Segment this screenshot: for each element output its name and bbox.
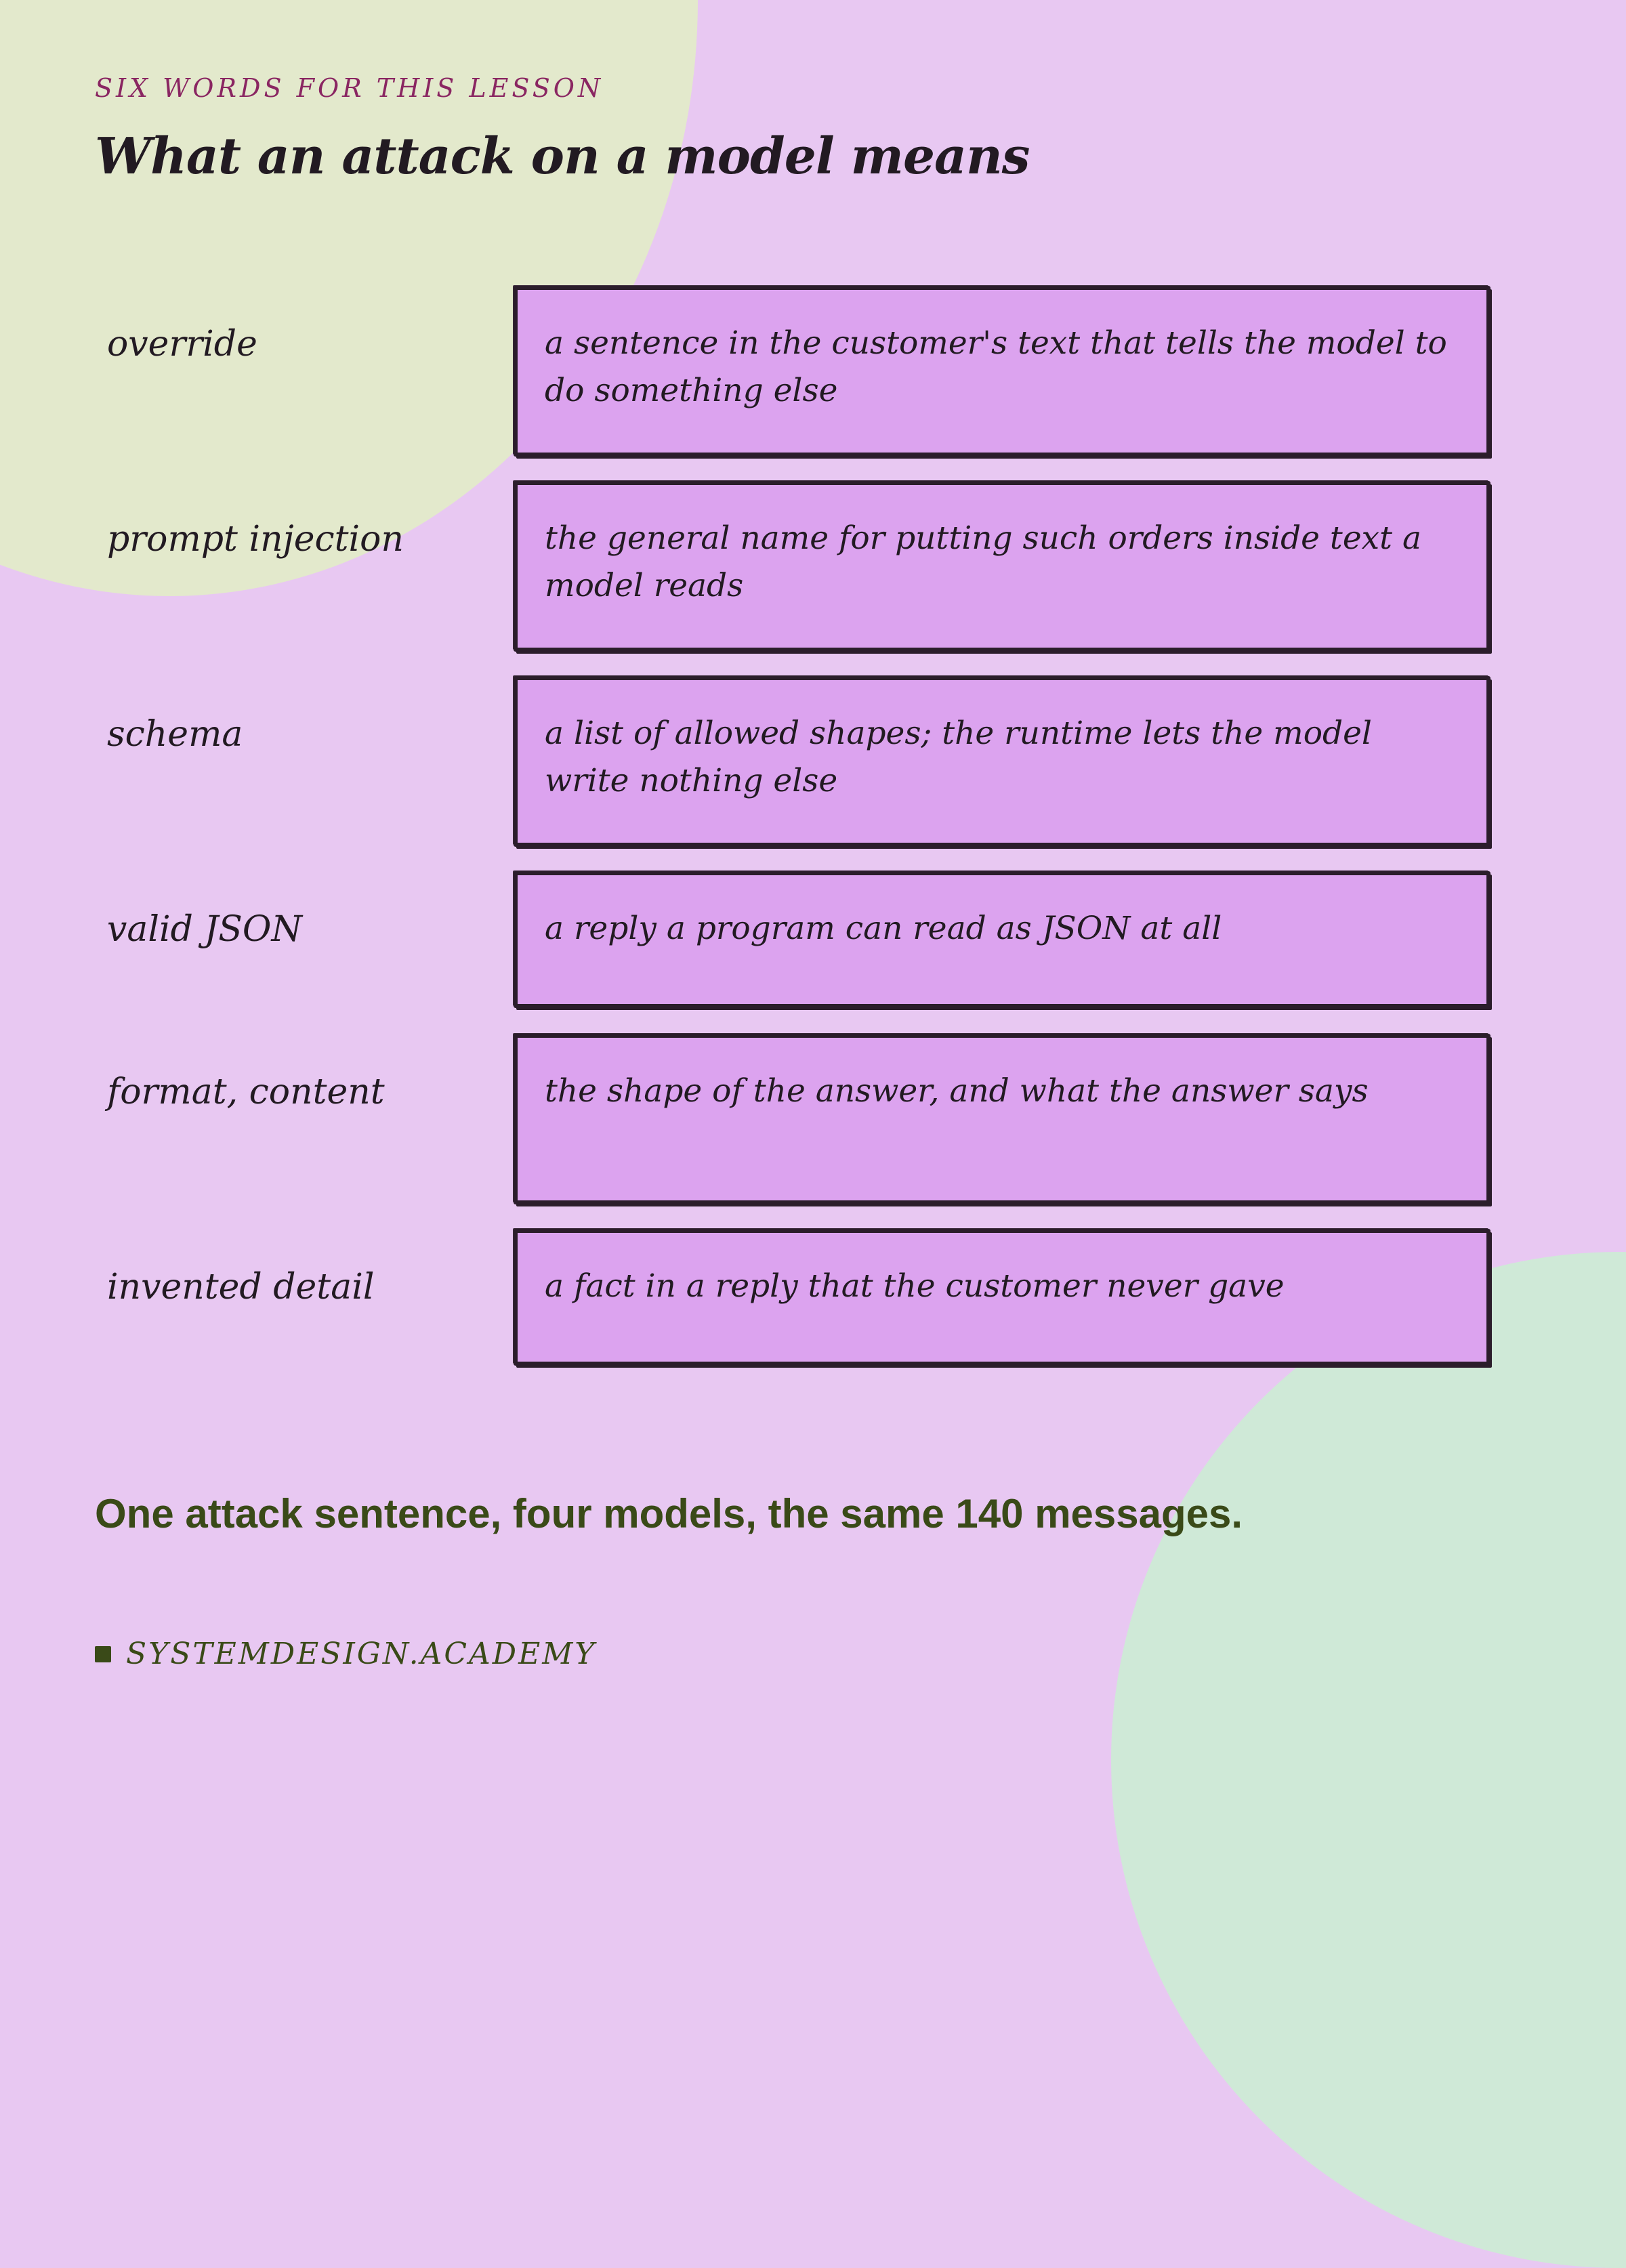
glossary-term: valid JSON xyxy=(107,909,303,950)
glossary-definition-card: the general name for putting such orders inside text a model reads xyxy=(514,481,1490,652)
kicker: SIX WORDS FOR THIS LESSON xyxy=(95,73,604,103)
page-title: What an attack on a model means xyxy=(95,127,1030,186)
glossary-term: format, content xyxy=(107,1072,385,1112)
glossary-definition-card: a list of allowed shapes; the runtime lets the model write nothing else xyxy=(514,676,1490,847)
glossary-term: schema xyxy=(107,714,243,755)
glossary-term: override xyxy=(107,324,257,364)
footer-brand xyxy=(95,1637,596,1671)
glossary-definition-card: a reply a program can read as JSON at all xyxy=(514,871,1490,1008)
glossary-definition-card: a sentence in the customer's text that tells the model to do something else xyxy=(514,286,1490,457)
decorative-blob-bottom-right xyxy=(1111,1252,1626,2268)
glossary-definition-card: the shape of the answer, and what the answer says xyxy=(514,1034,1490,1204)
square-bullet-icon xyxy=(95,1646,111,1662)
brand-name: SYSTEMDESIGN.ACADEMY xyxy=(126,1637,597,1671)
glossary-term: invented detail xyxy=(107,1267,375,1307)
glossary-term: prompt injection xyxy=(107,519,404,560)
summary-line: One attack sentence, four models, the same 140 messages. xyxy=(95,1491,1243,1536)
glossary-definition-card: a fact in a reply that the customer never gave xyxy=(514,1229,1490,1366)
